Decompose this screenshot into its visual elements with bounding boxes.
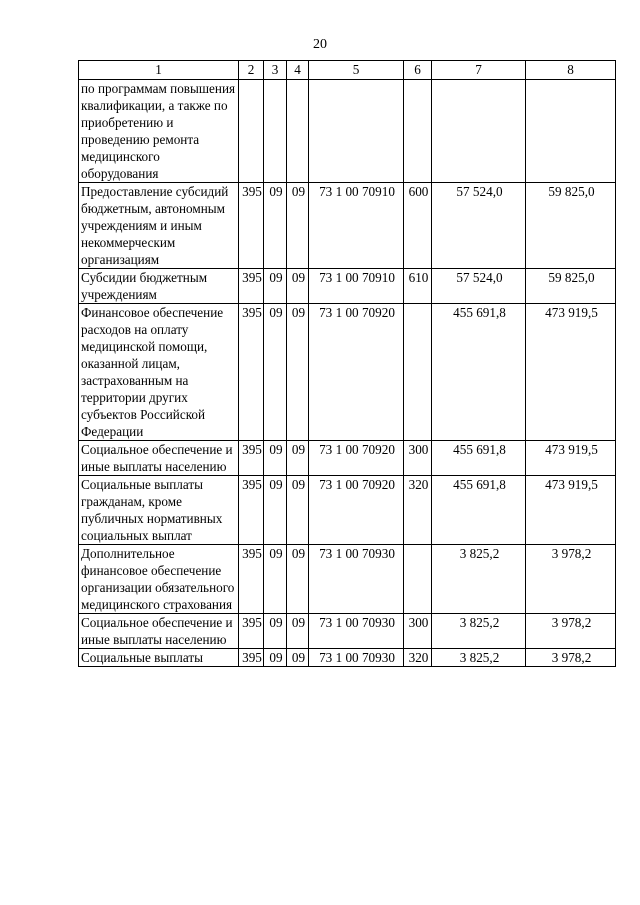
cell-section: 09 xyxy=(264,476,287,545)
table-row xyxy=(79,476,616,545)
cell-target-article: 73 1 00 70930 xyxy=(309,545,404,614)
cell-subsection: 09 xyxy=(287,476,309,545)
cell-subsection: 09 xyxy=(287,441,309,476)
column-header: 8 xyxy=(526,61,616,80)
cell-ministry: 395 xyxy=(239,476,264,545)
cell-target-article: 73 1 00 70920 xyxy=(309,441,404,476)
page-number: 20 xyxy=(313,37,327,52)
cell-expense-type: 300 xyxy=(404,614,432,649)
cell-ministry: 395 xyxy=(239,441,264,476)
cell-amount-col7: 57 524,0 xyxy=(432,183,526,269)
table-row xyxy=(79,304,616,441)
column-header: 4 xyxy=(287,61,309,80)
row-name: Финансовое обеспечение расходов на оплату медицинской помощи, оказанной лицам, застрахованным на территории других субъектов Российской Федерации xyxy=(79,304,239,441)
cell-ministry xyxy=(239,80,264,183)
row-name: Социальное обеспечение и иные выплаты населению xyxy=(79,441,239,476)
cell-section: 09 xyxy=(264,545,287,614)
header-row xyxy=(79,61,616,80)
cell-ministry: 395 xyxy=(239,183,264,269)
cell-amount-col8: 59 825,0 xyxy=(526,183,616,269)
cell-amount-col7: 455 691,8 xyxy=(432,441,526,476)
table-row xyxy=(79,649,616,667)
row-name: Субсидии бюджетным учреждениям xyxy=(79,269,239,304)
cell-amount-col8 xyxy=(526,80,616,183)
cell-section: 09 xyxy=(264,269,287,304)
cell-subsection: 09 xyxy=(287,269,309,304)
cell-expense-type xyxy=(404,304,432,441)
cell-expense-type xyxy=(404,80,432,183)
row-name: Социальные выплаты xyxy=(79,649,239,667)
cell-section: 09 xyxy=(264,614,287,649)
column-header: 2 xyxy=(239,61,264,80)
column-header: 7 xyxy=(432,61,526,80)
cell-expense-type: 320 xyxy=(404,476,432,545)
cell-target-article: 73 1 00 70920 xyxy=(309,476,404,545)
cell-section: 09 xyxy=(264,441,287,476)
cell-subsection xyxy=(287,80,309,183)
cell-amount-col8: 59 825,0 xyxy=(526,269,616,304)
cell-amount-col8: 3 978,2 xyxy=(526,614,616,649)
cell-expense-type xyxy=(404,545,432,614)
cell-target-article xyxy=(309,80,404,183)
table-row xyxy=(79,545,616,614)
table-row xyxy=(79,614,616,649)
cell-amount-col8: 3 978,2 xyxy=(526,649,616,667)
cell-amount-col8: 473 919,5 xyxy=(526,441,616,476)
cell-ministry: 395 xyxy=(239,545,264,614)
column-header: 6 xyxy=(404,61,432,80)
budget-table xyxy=(78,60,616,667)
cell-amount-col8: 473 919,5 xyxy=(526,304,616,441)
cell-target-article: 73 1 00 70920 xyxy=(309,304,404,441)
row-name: Социальное обеспечение и иные выплаты населению xyxy=(79,614,239,649)
column-header: 1 xyxy=(79,61,239,80)
cell-amount-col7 xyxy=(432,80,526,183)
cell-ministry: 395 xyxy=(239,649,264,667)
cell-expense-type: 300 xyxy=(404,441,432,476)
column-header: 5 xyxy=(309,61,404,80)
cell-section: 09 xyxy=(264,304,287,441)
cell-subsection: 09 xyxy=(287,183,309,269)
table-row xyxy=(79,80,616,183)
cell-amount-col7: 3 825,2 xyxy=(432,545,526,614)
cell-ministry: 395 xyxy=(239,304,264,441)
cell-amount-col8: 3 978,2 xyxy=(526,545,616,614)
cell-subsection: 09 xyxy=(287,649,309,667)
cell-expense-type: 320 xyxy=(404,649,432,667)
cell-amount-col7: 57 524,0 xyxy=(432,269,526,304)
cell-target-article: 73 1 00 70930 xyxy=(309,649,404,667)
cell-amount-col7: 3 825,2 xyxy=(432,614,526,649)
row-name: Предоставление субсидий бюджетным, автономным учреждениям и иным некоммерческим организациям xyxy=(79,183,239,269)
cell-ministry: 395 xyxy=(239,614,264,649)
cell-target-article: 73 1 00 70910 xyxy=(309,269,404,304)
cell-amount-col8: 473 919,5 xyxy=(526,476,616,545)
cell-section: 09 xyxy=(264,183,287,269)
cell-section xyxy=(264,80,287,183)
cell-expense-type: 600 xyxy=(404,183,432,269)
table-row xyxy=(79,269,616,304)
table-row xyxy=(79,441,616,476)
row-name: Социальные выплаты гражданам, кроме публичных нормативных социальных выплат xyxy=(79,476,239,545)
cell-amount-col7: 3 825,2 xyxy=(432,649,526,667)
cell-subsection: 09 xyxy=(287,545,309,614)
row-name: Дополнительное финансовое обеспечение организации обязательного медицинского страхования xyxy=(79,545,239,614)
cell-ministry: 395 xyxy=(239,269,264,304)
cell-target-article: 73 1 00 70910 xyxy=(309,183,404,269)
cell-target-article: 73 1 00 70930 xyxy=(309,614,404,649)
row-name: по программам повышения квалификации, а также по приобретению и проведению ремонта медицинского оборудования xyxy=(79,80,239,183)
cell-expense-type: 610 xyxy=(404,269,432,304)
cell-amount-col7: 455 691,8 xyxy=(432,304,526,441)
cell-amount-col7: 455 691,8 xyxy=(432,476,526,545)
column-header: 3 xyxy=(264,61,287,80)
cell-subsection: 09 xyxy=(287,614,309,649)
cell-subsection: 09 xyxy=(287,304,309,441)
table-row xyxy=(79,183,616,269)
cell-section: 09 xyxy=(264,649,287,667)
